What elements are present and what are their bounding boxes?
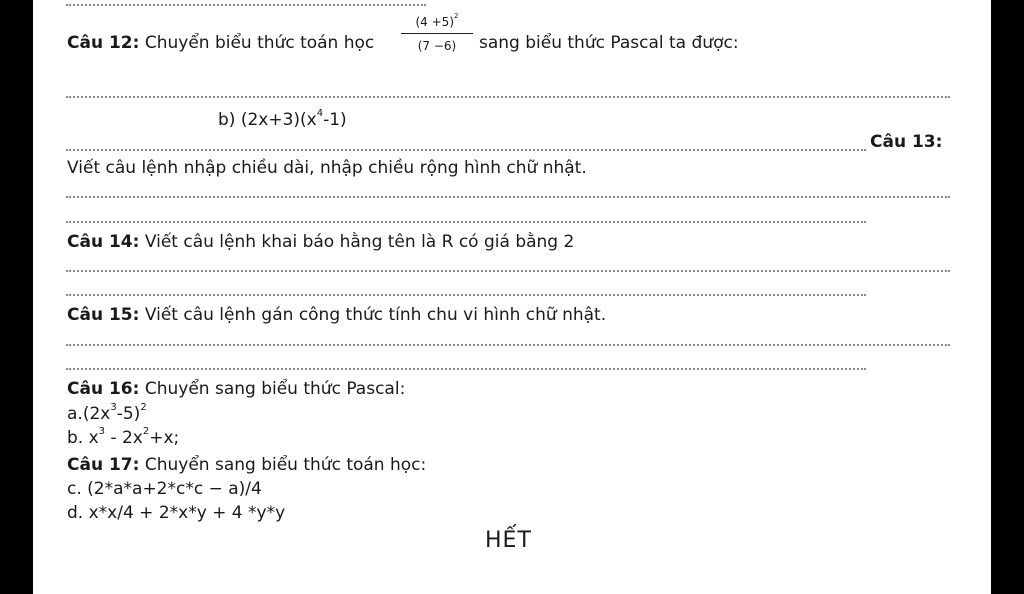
end-marker: HẾT: [485, 528, 532, 553]
question-14-label: Câu 14:: [67, 232, 140, 252]
item-b: b) $(2x+3)(x^4-1)$: [218, 108, 347, 130]
answer-line: [66, 96, 950, 98]
answer-line: [66, 196, 950, 198]
fraction-numerator: $(4 +5)^2$: [401, 14, 473, 34]
question-12-text-after: sang biểu thức Pascal ta được:: [479, 33, 739, 53]
answer-line: [66, 149, 866, 151]
question-16-label: Câu 16:: [67, 379, 140, 399]
question-17-item-d: d. x*x/4 + 2*x*y + 4 *y*y: [67, 503, 286, 523]
answer-line: [66, 368, 866, 370]
question-17-label: Câu 17:: [67, 455, 140, 475]
question-14-text: Viết câu lệnh khai báo hằng tên là R có giá bằng 2: [139, 232, 575, 252]
question-17: [67, 455, 426, 475]
question-13-text: Viết câu lệnh nhập chiều dài, nhập chiều rộng hình chữ nhật.: [67, 158, 587, 178]
question-12-fraction: [401, 14, 473, 54]
question-16-text: Chuyển sang biểu thức Pascal:: [139, 379, 406, 399]
question-16-item-b: b. $x^3 - 2x^2+x$;: [67, 426, 180, 448]
question-15-text: Viết câu lệnh gán công thức tính chu vi hình chữ nhật.: [139, 305, 607, 325]
fraction-denominator: (7 −6): [417, 39, 457, 53]
question-17-text: Chuyển sang biểu thức toán học:: [139, 455, 427, 475]
answer-line: [66, 270, 950, 272]
question-14: [67, 232, 574, 252]
question-15-label: Câu 15:: [67, 305, 140, 325]
question-12-label: Câu 12:: [67, 33, 140, 53]
answer-line: [66, 344, 950, 346]
question-13-label: Câu 13:: [870, 132, 943, 152]
question-12: [67, 33, 374, 53]
answer-line: [66, 221, 866, 223]
worksheet-page: [33, 0, 991, 594]
answer-line: [66, 294, 866, 296]
question-16: [67, 379, 405, 399]
answer-line: [66, 4, 426, 6]
question-17-item-c: c. (2*a*a+2*c*c − a)/4: [67, 479, 262, 499]
question-16-item-a: $a.(2x^3-5)^2$: [67, 402, 147, 424]
question-12-text: Chuyển biểu thức toán học: [139, 33, 375, 53]
question-15: [67, 305, 606, 325]
